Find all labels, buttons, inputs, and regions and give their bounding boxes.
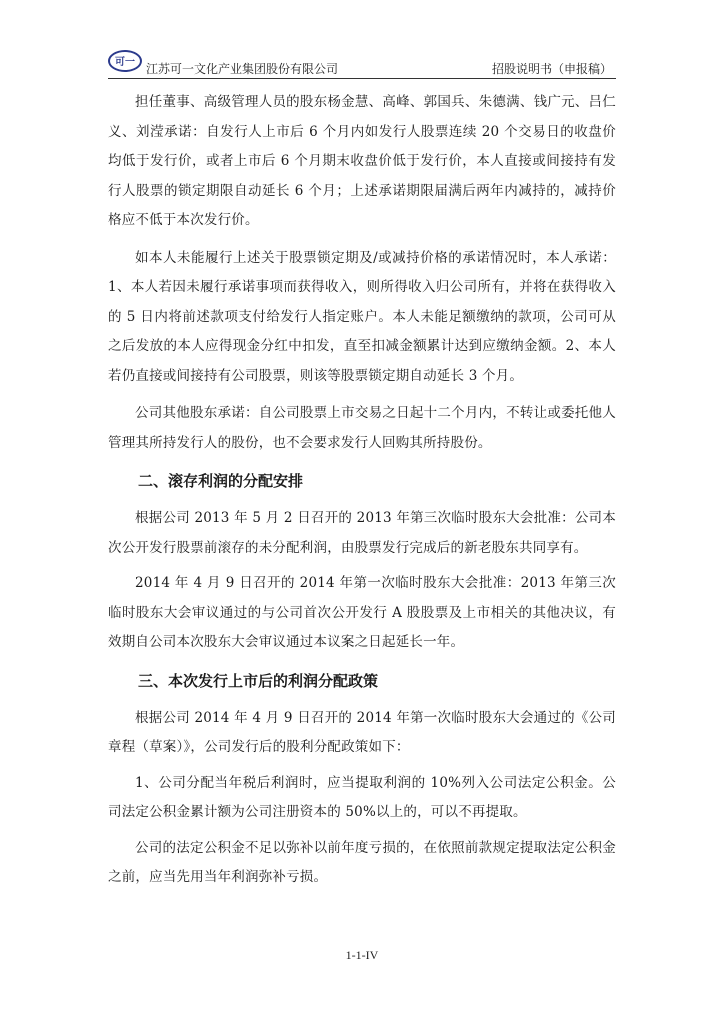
- paragraph-director-lockup: 担任董事、高级管理人员的股东杨金慧、高峰、郭国兵、朱德满、钱广元、吕仁义、刘滢承诺：自发行人上市后 6 个月内如发行人股票连续 20 个交易日的收盘价均低于发行价，或者上市后 6 个月期末收盘价低于发行价，本人直接或间接持有发行人股票的锁定期限自动延长 6 个月；上述承诺期限届满后两年内减持的，减持价格应不低于本次发行价。: [108, 94, 616, 228]
- document-type: 招股说明书（申报稿）: [491, 62, 612, 76]
- paragraph-dividend-intro: 根据公司 2014 年 4 月 9 日召开的 2014 年第一次临时股东大会通过的《公司章程（草案）》，公司发行后的股利分配政策如下：: [108, 709, 616, 755]
- company-name: 江苏可一文化产业集团股份有限公司: [146, 62, 339, 76]
- company-logo: 可一: [108, 50, 142, 72]
- paragraph-breach-commitment: 如本人未能履行上述关于股票锁定期及/或减持价格的承诺情况时，本人承诺：1、本人若因未履行承诺事项而获得收入，则所得收入归公司所有，并将在获得收入的 5 日内将前述款项支付给发行人指定账户。本人未能足额缴纳的款项，公司可从之后发放的本人应得现金分红中扣发，直至扣减金额累计达到应缴纳金额。2、本人若仍直接或间接持有公司股票，则该等股票锁定期自动延长 3 个月。: [108, 249, 616, 384]
- page-header: [108, 48, 616, 79]
- page-number: 1-1-IV: [345, 948, 379, 962]
- section-title-dividend-policy: 三、本次发行上市后的利润分配政策: [138, 671, 379, 690]
- paragraph-loss-offset: 公司的法定公积金不足以弥补以前年度亏损的，在依照前款规定提取法定公积金之前，应当先用当年利润弥补亏损。: [108, 839, 616, 885]
- paragraph-other-shareholders: 公司其他股东承诺：自公司股票上市交易之日起十二个月内，不转让或委托他人管理其所持发行人的股份，也不会要求发行人回购其所持股份。: [108, 405, 616, 451]
- document-body: [108, 88, 616, 893]
- paragraph-retained-profits: 根据公司 2013 年 5 月 2 日召开的 2013 年第三次临时股东大会批准：公司本次公开发行股票前滚存的未分配利润，由股票发行完成后的新老股东共同享有。: [108, 510, 616, 556]
- section-title-retained-profits: 二、滚存利润的分配安排: [138, 472, 304, 490]
- paragraph-statutory-reserve: 1、公司分配当年税后利润时，应当提取利润的 10%列入公司法定公积金。公司法定公积金累计额为公司注册资本的 50%以上的，可以不再提取。: [108, 774, 616, 820]
- paragraph-resolution-extension: 2014 年 4 月 9 日召开的 2014 年第一次临时股东大会批准：2013 年第三次临时股东大会审议通过的与公司首次公开发行 A 股股票及上市相关的其他决议，有效期自公司本次股东大会审议通过本议案之日起延长一年。: [108, 575, 616, 650]
